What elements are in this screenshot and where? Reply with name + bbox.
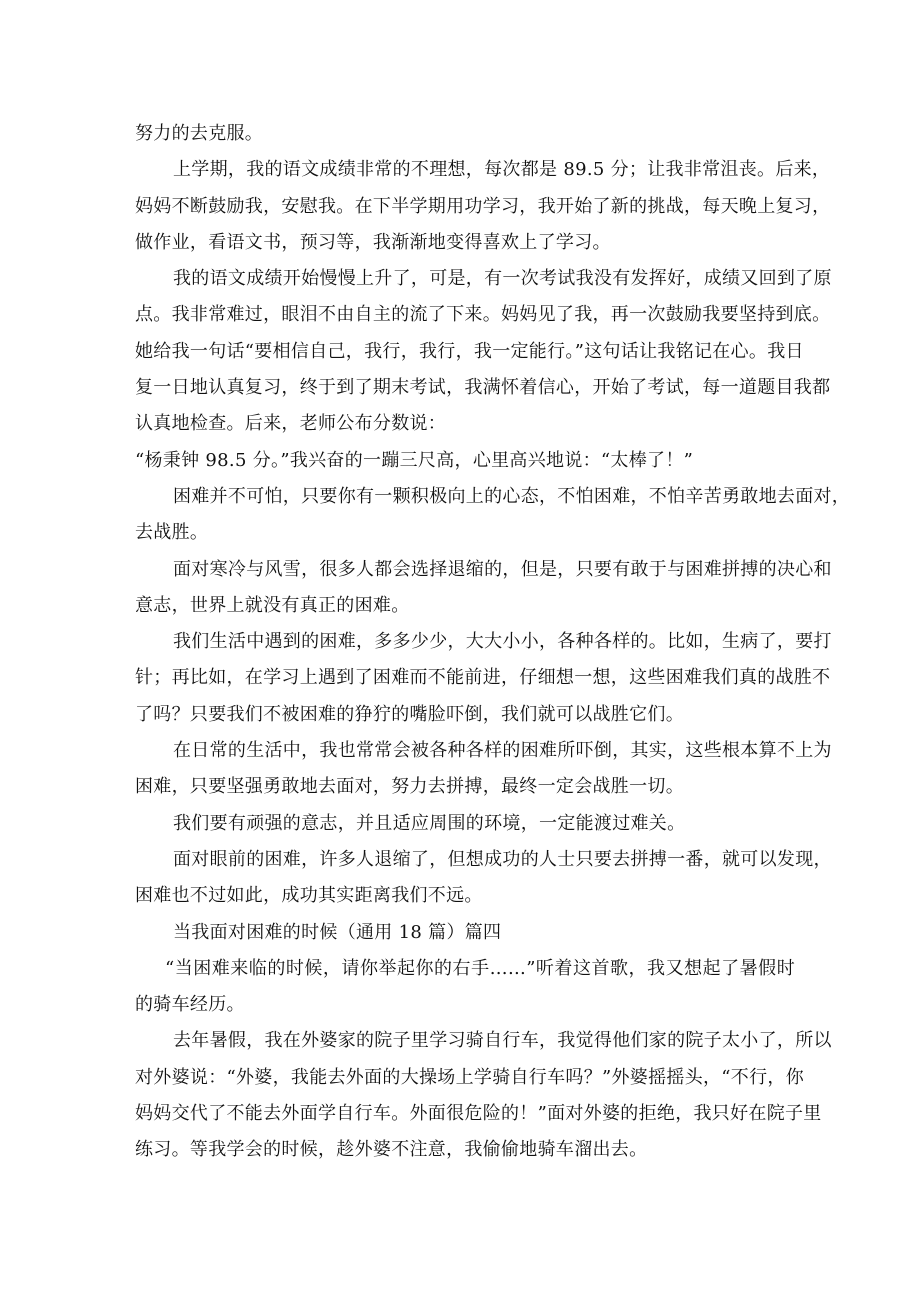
- text-line: 做作业，看语文书，预习等，我渐渐地变得喜欢上了学习。: [135, 231, 611, 253]
- text-line: 困难也不过如此，成功其实距离我们不远。: [135, 885, 483, 907]
- text-line: 上学期，我的语文成绩非常的不理想，每次都是 89.5 分；让我非常沮丧。后来，: [173, 159, 831, 181]
- text-line: 练习。等我学会的时候，趁外婆不注意，我偷偷地骑车溜出去。: [135, 1139, 648, 1161]
- text-line: 认真地检查。后来，老师公布分数说：: [135, 413, 447, 435]
- text-line: 对外婆说：“外婆，我能去外面的大操场上学骑自行车吗？”外婆摇摇头，“不行，你: [135, 1066, 805, 1088]
- text-line: “杨秉钟 98.5 分。”我兴奋的一蹦三尺高，心里高兴地说：“太棒了！”: [135, 449, 694, 471]
- text-line: 妈妈交代了不能去外面学自行车。外面很危险的！”面对外婆的拒绝，我只好在院子里: [135, 1103, 822, 1125]
- text-line: 在日常的生活中，我也常常会被各种各样的困难所吓倒，其实，这些根本算不上为: [173, 740, 832, 762]
- text-line: 她给我一句话“要相信自己，我行，我行，我一定能行。”这句话让我铭记在心。我日: [135, 340, 804, 362]
- text-line: 困难并不可怕，只要你有一颗积极向上的心态，不怕困难，不怕辛苦勇敢地去面对，: [173, 485, 851, 507]
- text-line: 的骑车经历。: [135, 994, 245, 1016]
- text-line: 面对眼前的困难，许多人退缩了，但想成功的人士只要去拼搏一番，就可以发现，: [173, 848, 832, 870]
- text-line: 点。我非常难过，眼泪不由自主的流了下来。妈妈见了我，再一次鼓励我要坚持到底。: [135, 304, 831, 326]
- text-line: 我们要有顽强的意志，并且适应周围的环境，一定能渡过难关。: [173, 812, 686, 834]
- text-line: 去年暑假，我在外婆家的院子里学习骑自行车，我觉得他们家的院子太小了，所以: [173, 1030, 832, 1052]
- text-line: 针；再比如，在学习上遇到了困难而不能前进，仔细想一想，这些困难我们真的战胜不: [135, 667, 831, 689]
- text-line: 意志，世界上就没有真正的困难。: [135, 594, 410, 616]
- text-line: 努力的去克服。: [135, 123, 264, 144]
- text-line: “当困难来临的时候，请你举起你的右手……”听着这首歌，我又想起了暑假时: [165, 957, 795, 979]
- text-line: 妈妈不断鼓励我，安慰我。在下半学期用功学习，我开始了新的挑战，每天晚上复习，: [135, 195, 831, 217]
- text-line: 我的语文成绩开始慢慢上升了，可是，有一次考试我没有发挥好，成绩又回到了原: [173, 268, 832, 290]
- text-line: 复一日地认真复习，终于到了期末考试，我满怀着信心，开始了考试，每一道题目我都: [135, 377, 831, 399]
- text-line: 面对寒冷与风雪，很多人都会选择退缩的，但是，只要有敢于与困难拼搏的决心和: [173, 558, 832, 580]
- text-line: 困难，只要坚强勇敢地去面对，努力去拼搏，最终一定会战胜一切。: [135, 776, 684, 798]
- document-body: [135, 116, 851, 1169]
- section-heading: 当我面对困难的时候（通用 18 篇）篇四: [173, 921, 502, 943]
- text-line: 了吗？只要我们不被困难的狰狞的嘴脸吓倒，我们就可以战胜它们。: [135, 703, 684, 725]
- text-line: 我们生活中遇到的困难，多多少少，大大小小，各种各样的。比如，生病了，要打: [173, 631, 832, 653]
- text-line: 去战胜。: [135, 522, 209, 544]
